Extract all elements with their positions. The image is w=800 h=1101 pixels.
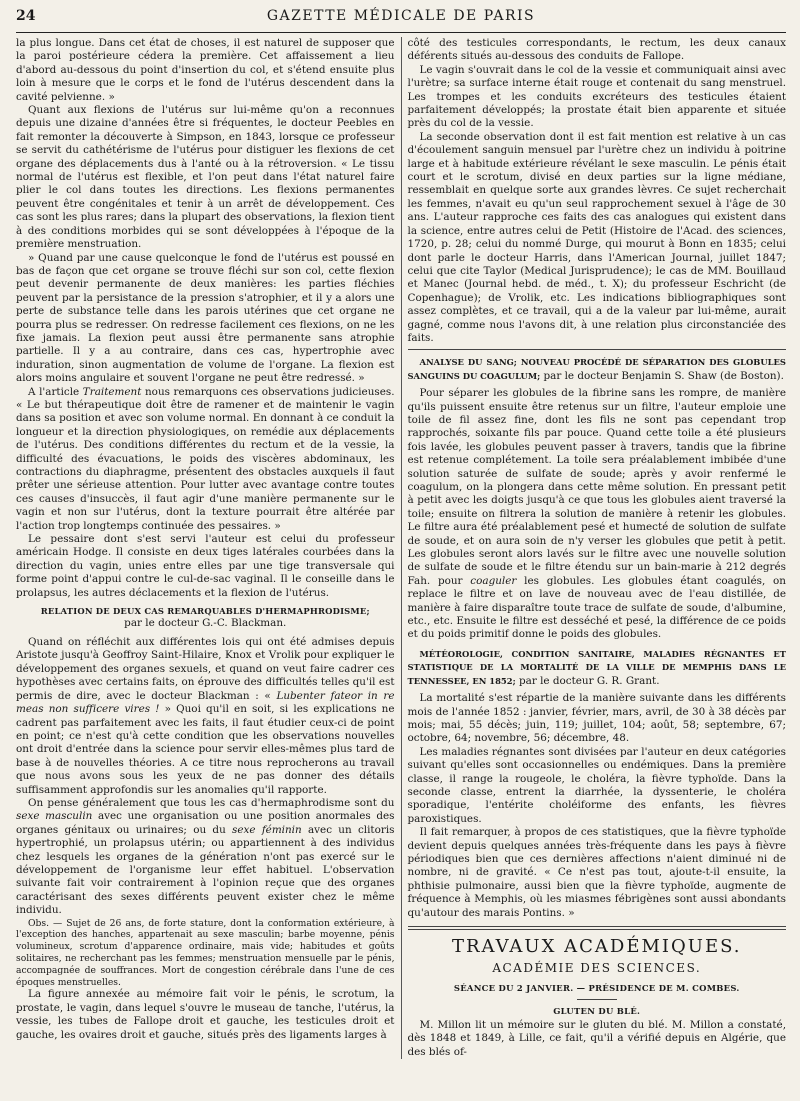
- section-byline: par le docteur G.-C. Blackman.: [124, 617, 287, 630]
- paragraph: M. Millon lit un mémoire sur le gluten du blé. M. Millon a constaté, dès 1848 et 1849, à Lille, ce fait, qu'il a vérifié depuis en Algérie, que des blés of-: [407, 1019, 786, 1058]
- divider: [408, 349, 787, 350]
- gluten-title: GLUTEN DU BLÉ.: [553, 1006, 641, 1016]
- paragraph: Le pessaire dont s'est servi l'auteur est celui du professeur américain Hodge. Il consiste en deux tiges latérales courbées dans la direction du vagin, unies entre elles par une tige transversale qui forme point d'appui contre le cul-de-sac vaginal. Il le conseille dans le prolapsus, les autres déclacements et la flexion de l'utérus.: [16, 533, 395, 599]
- section-divider: [408, 926, 787, 930]
- paragraph: » Quand par une cause quelconque le fond de l'utérus est poussé en bas de façon que cet organe se trouve fléchi sur son col, cette flexion peut devenir permanente de deux manières: les parties fléchies peuvent par la persistance de la pression s'atrophier, et il y a alors une perte de substance telle dans les parois utérines que cet organe ne pourra plus se redresser. On redresse facilement ces flexions, on ne les fixe jamais. La flexion peut aussi être permanente sans atrophie partielle. Il y a au contraire, dans ces cas, hypertrophie avec induration, sinon augmentation de volume de l'organe. La flexion est alors moins angulaire et souvent l'organe ne peut être redressé. »: [16, 251, 395, 385]
- paragraph: Pour séparer les globules de la fibrine sans les rompre, de manière qu'ils puissent ensuite être retenus sur un filtre, l'auteur emploie une toile de fil assez fine, dont les fils ne sont pas cependant trop rapprochés, soixante fils par pouce. Quand cette toile a été plusieurs fois lavée, les globules peuvent passer à travers, tandis que la fibrine est retenue complétement. La toile sera préalablement imbibée d'une solution saturée de sulfate de soude; après y avoir renfermé le coagulum, on la plongera dans cette même solution. En pressant petit à petit avec les doigts jusqu'à ce que tous les globules aient traversé la toile; ensuite on filtrera la solution de manière à retenir les globules. Le filtre aura été préalablement pesé et humecté de solution de sulfate de soude, et on aura soin de n'y verser les globules que petit à petit. Les globules seront alors lavés sur le filtre avec une nouvelle solution de sulfate de soude et le filtre étendu sur un bain-marie à 212 degrés Fah. pour coaguler les globules. Les globules étant coagulés, on replace le filtre et on lave de nouveau avec de l'eau distillée, de manière à faire disparaître toute trace de sulfate de soude, d'albumine, etc., etc. Ensuite le filtre est desséché et pesé, la différence de ce poids et du poids primitif donne le poids des globules.: [407, 387, 787, 641]
- paragraph: La mortalité s'est répartie de la manière suivante dans les différents mois de l'année 1852 : janvier, février, mars, avril, de 30 à 38 décès par mois; mai, 55 décès; juin, 119; juillet, 104; août, 58; septembre, 67; octobre, 64; novembre, 56; décembre, 48.: [407, 692, 786, 745]
- paragraph: Il fait remarquer, à propos de ces statistiques, que la fièvre typhoïde devient depuis quelques années très-fréquente dans les pays à fièvre périodiques bien que ces dernières affections n'aient diminué ni de nombre, ni de gravité. « Ce n'est pas tout, ajoute-t-il ensuite, la phthisie pulmonaire, aussi bien que la fièvre typhoïde, augmente de fréquence à Memphis, où les miasmes fébrigènes sont aussi abondants qu'autour des marais Pontins. »: [407, 826, 786, 919]
- paragraph: Les maladies régnantes sont divisées par l'auteur en deux catégories suivant qu'elles sont occasionnelles ou endémiques. Dans la première classe, il range la rougeole, le choléra, la fièvre typhoïde. Dans la seconde classe, entrent la diarrhée, la dyssenterie, le choléra sporadique, l'entérite choléiforme des enfants, les fièvres paroxistiques.: [407, 745, 786, 825]
- observation-note: [16, 918, 395, 989]
- academie-title: ACADÉMIE DES SCIENCES.: [492, 961, 702, 975]
- section-heading: MÉTÉOROLOGIE, CONDITION SANITAIRE, MALADIES RÉGNANTES ET STATISTIQUE DE LA MORTALITÉ DE LA VILLE DE MEMPHIS DANS LE TENNESSEE, EN 1852; par le docteur G. R. Grant.: [407, 648, 786, 687]
- paragraph: On pense généralement que tous les cas d'hermaphrodisme sont du sexe masculin avec une organisation ou une position anormales des organes génitaux ou urinaires; ou du sexe féminin avec un clitoris hypertrophié, un prolapsus utérin; ou appartiennent à des individus chez lesquels les organes de la génération n'ont pas exercé sur le développement de l'organisme leur effet habituel. L'observation suivante fait voir contrairement à l'opinion reçue que des organes caractérisant des sexes différents peuvent exister chez le même individu.: [16, 796, 395, 917]
- paragraph: Quand on réfléchit aux différentes lois qui ont été admises depuis Aristote jusqu'à Geoffroy Saint-Hilaire, Knox et Vrolik pour expliquer le développement des organes sexuels, et quand on veut faire cadrer ces hypothèses avec certains faits, on éprouve des difficultés telles qu'il est permis de dire, avec le docteur Blackman : « Lubenter fateor in re meas non sufficere vires ! » Quoi qu'il en soit, si les explications ne cadrent pas parfaitement avec les faits, il faut étudier ceux-ci de point en point; ce n'est qu'à cette condition que les observations nouvelles ont droit d'entrée dans la science pour servir elles-mêmes plus tard de base à de nouvelles théories. A ce titre nous reprocherons au travail que nous avons sous les yeux de ne pas donner des détails suffisamment approfondis sur les anomalies qu'il rapporte.: [16, 636, 395, 796]
- section-title: RELATION DE DEUX CAS REMARQUABLES D'HERMAPHRODISME;: [40, 606, 370, 617]
- journal-title: GAZETTE MÉDICALE DE PARIS: [266, 8, 536, 24]
- short-divider: [577, 999, 617, 1000]
- paragraph: côté des testicules correspondants, le rectum, les deux canaux déférents situés au-dessous des conduits de Fallope.: [407, 37, 786, 63]
- seance-line: SÉANCE DU 2 JANVIER. — PRÉSIDENCE DE M. COMBES.: [453, 983, 740, 993]
- paragraph: Quant aux flexions de l'utérus sur lui-même qu'on a reconnues depuis une dizaine d'années être si fréquentes, le docteur Peebles en fait remonter la découverte à Simpson, en 1843, lorsque ce professeur se servit du cathétérisme de l'utérus pour distiguer les flexions de cet organe des déplacements dus à l'anté ou à la rétroversion. « Le tissu normal de l'utérus est flexible, et l'on peut dans l'état naturel faire plier le col dans toutes les directions. Les flexions permanentes peuvent être congénitales et tenir à un arrêt de développement. Ces cas sont les plus rares; dans la plupart des observations, la flexion tient à des conditions morbides qui se sont développées à l'époque de la première menstruation.: [16, 104, 395, 251]
- paragraph: Le vagin s'ouvrait dans le col de la vessie et communiquait ainsi avec l'urètre; sa surface interne était rouge et contenait du sang menstruel. Les trompes et les conduits excréteurs des testicules étaient parfaitement développés; la prostate était bien apparente et située près du col de la vessie.: [407, 63, 786, 130]
- paragraph: La figure annexée au mémoire fait voir le pénis, le scrotum, la prostate, le vagin, dans lequel s'ouvre le museau de tanche, l'utérus, la vessie, les tubes de Fallope droit et gauche, les testicules droit et gauche, les ovaires droit et gauche, situés près des ligaments larges à: [16, 988, 395, 1041]
- paragraph: la plus longue. Dans cet état de choses, il est naturel de supposer que la paroi postérieure cédera la première. Cet affaissement a lieu d'abord au-dessous du point d'insertion du col, et s'étend ensuite plus loin à mesure que le corps et le fond de l'utérus descendent dans la cavité pelvienne. »: [16, 37, 395, 103]
- right-column: [402, 37, 787, 1059]
- left-column: [16, 37, 402, 1059]
- paragraph: Obs. — Sujet de 26 ans, de forte stature, dont la conformation extérieure, à l'exception des hanches, appartenait au sexe masculin; barbe moyenne, pénis volumineux, scrotum d'apparence ordinaire, mais vide; habitudes et goûts solitaires, ne recherchant pas les femmes; menstruation mensuelle par le pénis, accompagnée de souffrances. Mort de congestion cérébrale dans l'une de ces époques menstruelles.: [16, 917, 395, 988]
- two-columns: [16, 37, 786, 1059]
- page-number: 24: [16, 8, 36, 24]
- page-header: [16, 8, 786, 33]
- travaux-title: TRAVAUX ACADÉMIQUES.: [451, 936, 742, 957]
- paragraph: La seconde observation dont il est fait mention est relative à un cas d'écoulement sanguin mensuel par l'urètre chez un individu à poitrine large et à habitude extérieure révélant le sexe masculin. Le pénis était court et le scrotum, divisé en deux parties sur la ligne médiane, ressemblait en quelque sorte aux grandes lèvres. Ce sujet recherchait les femmes, n'avait eu qu'un seul rapprochement sexuel à l'âge de 30 ans. L'auteur rapproche ces faits des cas analogues qui existent dans la science, entre autres celui de Petit (Histoire de l'Acad. des sciences, 1720, p. 28; celui du nommé Durge, qui mourut à Bonn en 1835; celui dont parle le docteur Harris, dans l'American Journal, juillet 1847; celui que cite Taylor (Medical Jurisprudence); le cas de MM. Bouillaud et Manec (Journal hebd. de méd., t. X); du professeur Eschricht (de Copenhague); de Vrolik, etc. Les indications bibliographiques sont assez complètes, et ce travail, qui a de la valeur par lui-même, aurait gagné, comme nous l'avons dit, à une relation plus circonstanciée des faits.: [407, 130, 786, 344]
- paragraph: A l'article Traitement nous remarquons ces observations judicieuses. « Le but thérapeutique doit être de ramener et de maintenir le vagin dans sa position et avec son volume normal. En donnant à ce conduit la longueur et la direction physiologiques, on remédie aux déplacements de l'utérus. Des conditions différentes du rectum et de la vessie, la difficulté des évacuations, le poids des viscères abdominaux, les contractions du diaphragme, présentent des obstacles auxquels il faut prêter une sérieuse attention. Pour lutter avec avantage contre toutes ces causes d'insuccès, il faut agir d'une manière permanente sur le vagin et non sur l'utérus, dont la texture pourrait être altérée par l'action trop longtemps continuée des pessaires. »: [16, 385, 395, 532]
- section-heading: ANALYSE DU SANG; NOUVEAU PROCÉDÉ DE SÉPARATION DES GLOBULES SANGUINS DU COAGULUM; par le docteur Benjamin S. Shaw (de Boston).: [407, 357, 786, 382]
